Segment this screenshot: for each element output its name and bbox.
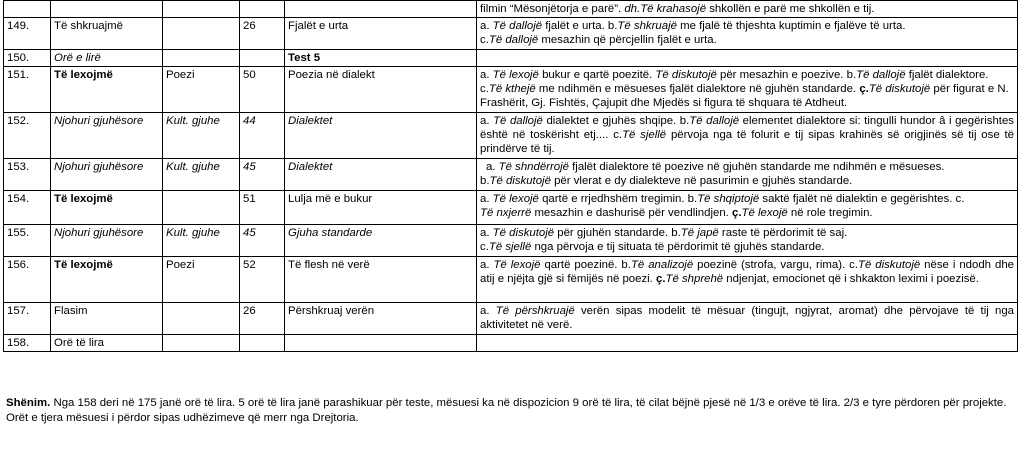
row-hours (240, 1, 285, 18)
row-hours (240, 335, 285, 352)
table-row (4, 159, 1018, 191)
row-subject (163, 335, 240, 352)
row-subject: Poezi (163, 257, 240, 303)
row-topic: Të lexojmë (51, 257, 163, 303)
row-number: 151. (4, 67, 51, 113)
table-row (4, 50, 1018, 67)
row-objectives: a. Të dallojë fjalët e urta. b.Të shkruajë me fjalë të thjeshta kuptimin e fjalëve të urta. c.Të dallojë mesazhin që përcjellin fjalët e urta. (477, 18, 1018, 50)
row-hours: 44 (240, 113, 285, 159)
row-topic: Të lexojmë (51, 191, 163, 225)
row-objectives: filmin “Mësonjëtorja e parë”. dh.Të krahasojë shkollën e parë me shkollën e tij. (477, 1, 1018, 18)
row-title: Gjuha standarde (285, 225, 477, 257)
table-row (4, 67, 1018, 113)
row-topic: Të shkruajmë (51, 18, 163, 50)
row-objectives: a. Të përshkruajë verën sipas modelit të mësuar (tingujt, ngjyrat, aromat) dhe përvojave të tij nga aktivitetet në verë. (477, 303, 1018, 335)
row-title: Fjalët e urta (285, 18, 477, 50)
row-objectives: a. Të lexojë qartë poezinë. b.Të analizojë poezinë (strofa, vargu, rima). c.Të diskutojë nëse i ndodh dhe atij e njëjta gjë si fëmijës në poezi. ç.Të shprehë ndjenjat, emocionet që i shkakton leximi i poezisë. (477, 257, 1018, 303)
row-topic: Orë të lira (51, 335, 163, 352)
row-subject: Poezi (163, 67, 240, 113)
row-hours: 26 (240, 303, 285, 335)
row-hours: 26 (240, 18, 285, 50)
table-row (4, 1, 1018, 18)
table-row (4, 191, 1018, 225)
row-topic: Njohuri gjuhësore (51, 225, 163, 257)
row-title: Përshkruaj verën (285, 303, 477, 335)
table-row (4, 113, 1018, 159)
row-objectives: a. Të diskutojë për gjuhën standarde. b.Të japë raste të përdorimit të saj. c.Të sjellë nga përvoja e tij situata të përdorimit të gjuhës standarde. (477, 225, 1018, 257)
row-hours: 45 (240, 159, 285, 191)
row-topic: Njohuri gjuhësore (51, 113, 163, 159)
row-number (4, 1, 51, 18)
footnote-label: Shënim. (6, 397, 51, 409)
row-number: 158. (4, 335, 51, 352)
row-subject (163, 18, 240, 50)
row-objectives: a. Të dallojë dialektet e gjuhës shqipe. b.Të dallojë elementet dialektore si: tingulli hundor â i gegërishtes është në toskërisht etj.... c.Të sjellë përvoja nga të folurit e tij sipas krahinës së origjinës së tij ose të prindërve të tij. (477, 113, 1018, 159)
row-hours: 50 (240, 67, 285, 113)
row-title: Poezia në dialekt (285, 67, 477, 113)
table-row (4, 18, 1018, 50)
footnote (6, 396, 1018, 425)
row-number: 157. (4, 303, 51, 335)
row-subject (163, 50, 240, 67)
row-subject: Kult. gjuhe (163, 113, 240, 159)
row-objectives (477, 50, 1018, 67)
row-subject (163, 191, 240, 225)
row-objectives: a. Të lexojë bukur e qartë poezitë. Të diskutojë për mesazhin e poezive. b.Të dallojë fjalët dialektore. c.Të kthejë me ndihmën e mësueses fjalët dialektore në gjuhën standarde. ç.Të diskutojë për figurat e N. Frashërit, Gj. Fishtës, Çajupit dhe Mjedës si figura të shquara të Atdheut. (477, 67, 1018, 113)
row-objectives (477, 335, 1018, 352)
row-hours: 52 (240, 257, 285, 303)
curriculum-table (3, 0, 1018, 352)
row-topic: Orë e lirë (51, 50, 163, 67)
row-subject (163, 303, 240, 335)
row-hours (240, 50, 285, 67)
row-topic: Njohuri gjuhësore (51, 159, 163, 191)
row-topic: Të lexojmë (51, 67, 163, 113)
row-objectives: a. Të shndërrojë fjalët dialektore të poezive në gjuhën standarde me ndihmën e mësueses. b.Të diskutojë për vlerat e dy dialekteve në pasurimin e gjuhës standarde. (477, 159, 1018, 191)
table-row (4, 335, 1018, 352)
row-hours: 51 (240, 191, 285, 225)
row-subject: Kult. gjuhe (163, 159, 240, 191)
row-title (285, 335, 477, 352)
table-row (4, 303, 1018, 335)
row-subject (163, 1, 240, 18)
row-title (285, 1, 477, 18)
row-subject: Kult. gjuhe (163, 225, 240, 257)
row-number: 152. (4, 113, 51, 159)
row-number: 154. (4, 191, 51, 225)
row-topic: Flasim (51, 303, 163, 335)
row-number: 155. (4, 225, 51, 257)
row-topic (51, 1, 163, 18)
row-number: 153. (4, 159, 51, 191)
row-title: Dialektet (285, 159, 477, 191)
row-number: 149. (4, 18, 51, 50)
row-number: 156. (4, 257, 51, 303)
table-row (4, 257, 1018, 303)
row-title: Lulja më e bukur (285, 191, 477, 225)
row-objectives: a. Të lexojë qartë e rrjedhshëm tregimin. b.Të shqiptojë saktë fjalët në dialektin e gegërishtes. c. Të nxjerrë mesazhin e dashurisë për vendlindjen. ç.Të lexojë në role tregimin. (477, 191, 1018, 225)
footnote-text: Nga 158 deri në 175 janë orë të lira. 5 orë të lira janë parashikuar për teste, mësuesi ka në dispozicion 9 orë të lira, të cilat bëjnë pjesë në 1/3 e orëve të lira. 2/3 e tyre përdoren për projekte. Orët e tjera mësuesi i përdor sipas udhëzimeve që merr nga Drejtoria. (6, 397, 1007, 424)
table-row (4, 225, 1018, 257)
row-number: 150. (4, 50, 51, 67)
row-title: Dialektet (285, 113, 477, 159)
row-title: Të flesh në verë (285, 257, 477, 303)
row-hours: 45 (240, 225, 285, 257)
row-title: Test 5 (285, 50, 477, 67)
